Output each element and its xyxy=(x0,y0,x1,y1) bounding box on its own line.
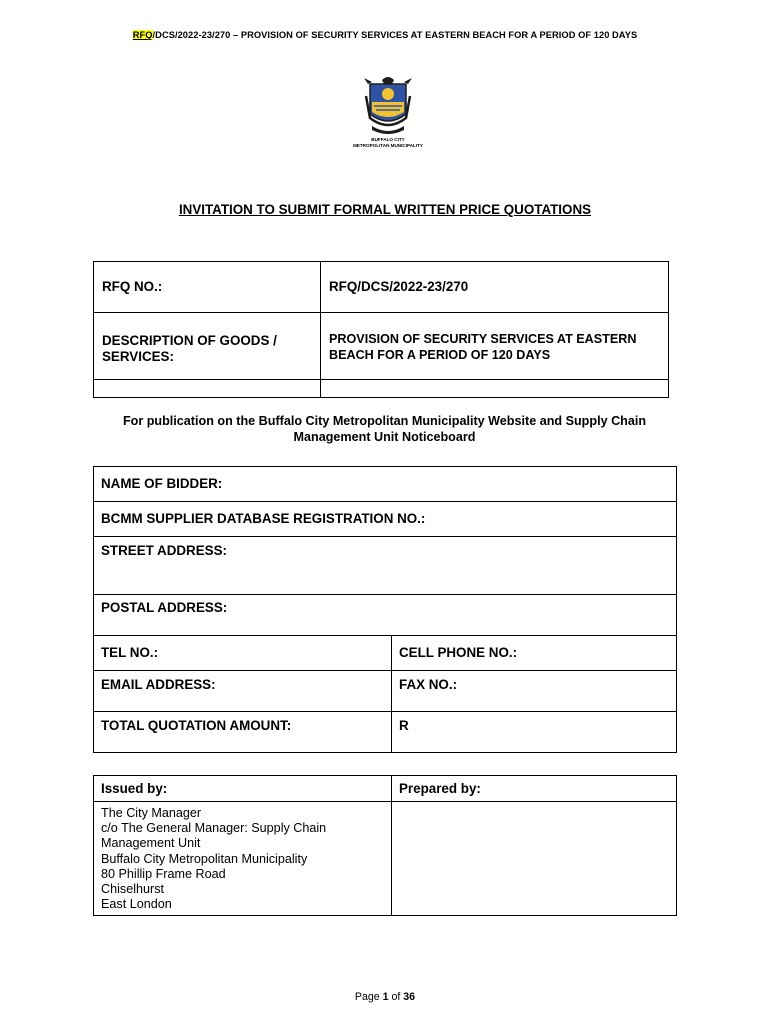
empty-cell xyxy=(94,380,321,398)
address-line: c/o The General Manager: Supply Chain Management Unit xyxy=(101,821,327,851)
document-title: INVITATION TO SUBMIT FORMAL WRITTEN PRICE QUOTATIONS xyxy=(178,202,592,217)
issuer-address xyxy=(94,802,392,916)
address-line: Buffalo City Metropolitan Municipality xyxy=(101,851,308,866)
cell-phone-field[interactable]: CELL PHONE NO.: xyxy=(392,636,677,671)
logo-caption-line2: METROPOLITAN MUNICIPALITY xyxy=(352,142,423,148)
publication-note: For publication on the Buffalo City Metropolitan Municipality Website and Supply Chain Management Unit Noticeboard xyxy=(122,414,647,444)
rfq-no-value: RFQ/DCS/2022-23/270 xyxy=(321,262,669,313)
address-line: 80 Phillip Frame Road xyxy=(101,866,226,881)
logo-caption-line1: BUFFALO CITY xyxy=(371,137,405,142)
address-line: The City Manager xyxy=(101,806,202,820)
fax-no-field[interactable]: FAX NO.: xyxy=(392,671,677,712)
prepared-by-label: Prepared by: xyxy=(392,776,677,802)
quotation-currency[interactable]: R xyxy=(392,712,677,753)
street-address-field[interactable]: STREET ADDRESS: xyxy=(94,537,677,595)
page-total: 36 xyxy=(403,991,416,1003)
header-ref-highlight: RFQ xyxy=(132,30,153,40)
municipality-crest-logo xyxy=(362,74,414,138)
description-value: PROVISION OF SECURITY SERVICES AT EASTERN BEACH FOR A PERIOD OF 120 DAYS xyxy=(321,313,669,380)
email-address-field[interactable]: EMAIL ADDRESS: xyxy=(94,671,392,712)
rfq-info-table xyxy=(93,261,669,398)
total-quotation-field[interactable]: TOTAL QUOTATION AMOUNT: xyxy=(94,712,392,753)
rfq-no-label: RFQ NO.: xyxy=(94,262,321,313)
address-line: Chiselhurst xyxy=(101,882,164,897)
empty-cell xyxy=(321,380,669,398)
prepared-by-field[interactable] xyxy=(392,802,677,916)
supplier-registration-field[interactable]: BCMM SUPPLIER DATABASE REGISTRATION NO.: xyxy=(94,502,677,537)
bidder-name-field[interactable]: NAME OF BIDDER: xyxy=(94,467,677,502)
page-number: 1 xyxy=(382,991,389,1003)
page-word: Page xyxy=(354,991,380,1003)
of-word: of xyxy=(391,991,401,1003)
postal-address-field[interactable]: POSTAL ADDRESS: xyxy=(94,595,677,636)
address-line: East London xyxy=(101,897,172,912)
bidder-details-form xyxy=(93,466,677,753)
issued-by-label: Issued by: xyxy=(94,776,392,802)
issued-by-table xyxy=(93,775,677,916)
header-ref-rest: /DCS/2022-23/270 – PROVISION OF SECURITY SERVICES AT EASTERN BEACH FOR A PERIOD OF 120 DAYS xyxy=(152,30,638,40)
logo-caption xyxy=(330,137,446,148)
description-label: DESCRIPTION OF GOODS / SERVICES: xyxy=(94,313,321,380)
page-footer xyxy=(0,991,770,1003)
tel-no-field[interactable]: TEL NO.: xyxy=(94,636,392,671)
document-header xyxy=(0,30,770,40)
